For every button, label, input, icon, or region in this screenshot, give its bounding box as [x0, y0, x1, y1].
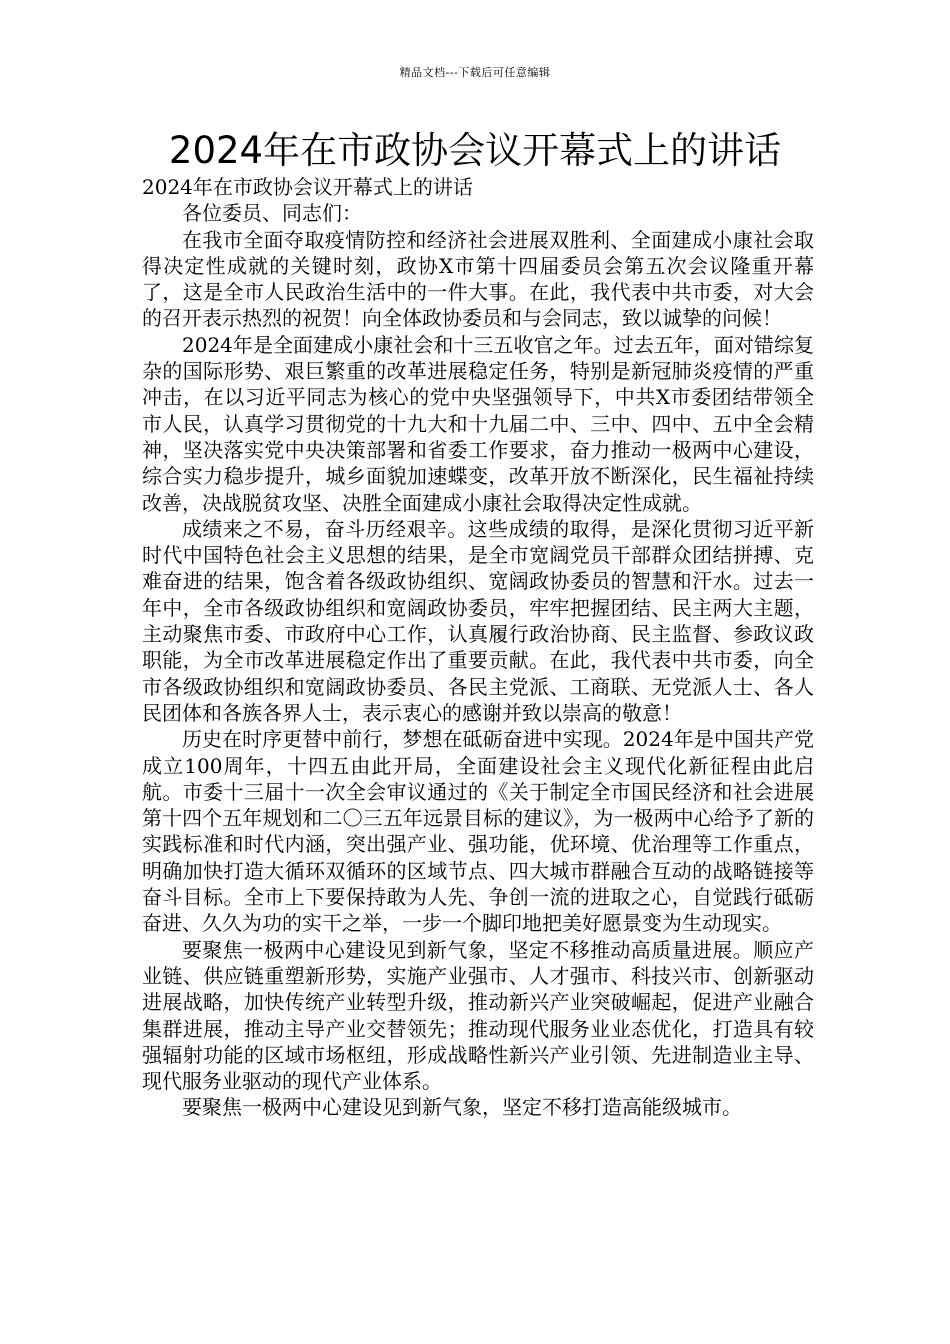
document-body [142, 174, 814, 1121]
document-subtitle: 2024年在市政协会议开幕式上的讲话 [142, 175, 473, 199]
page-header: 精品文档---下载后可任意编辑 [399, 66, 551, 79]
document-title: 2024年在市政协会议开幕式上的讲话 [168, 129, 782, 172]
paragraph-5: 要聚焦一极两中心建设见到新气象，坚定不移推动高质量进展。顺应产业链、供应链重塑新形势，实施产业强市、人才强市、科技兴市、创新驱动进展战略，加快传统产业转型升级，推动新兴产业突破崛起，促进产业融合集群进展，推动主导产业交替领先；推动现代服务业业态优化，打造具有较强辐射功能的区域市场枢纽，形成战略性新兴产业引领、先进制造业主导、现代服务业驱动的现代产业体系。 [142, 937, 814, 1094]
salutation: 各位委员、同志们： [182, 201, 362, 226]
paragraph-3: 成绩来之不易，奋斗历经艰辛。这些成绩的取得，是深化贯彻习近平新时代中国特色社会主义思想的结果，是全市宽阔党员干部群众团结拼搏、克难奋进的结果，饱含着各级政协组织、宽阔政协委员的智慧和汗水。过去一年中，全市各级政协组织和宽阔政协委员，牢牢把握团结、民主两大主题，主动聚焦市委、市政府中心工作，认真履行政治协商、民主监督、参政议政职能，为全市改革进展稳定作出了重要贡献。在此，我代表中共市委，向全市各级政协组织和宽阔政协委员、各民主党派、工商联、无党派人士、各人民团体和各族各界人士，表示衷心的感谢并致以崇高的敬意！ [142, 516, 814, 725]
paragraph-2: 2024年是全面建成小康社会和十三五收官之年。过去五年，面对错综复杂的国际形势、艰巨繁重的改革进展稳定任务，特别是新冠肺炎疫情的严重冲击，在以习近平同志为核心的党中央坚强领导下，中共X市委团结带领全市人民，认真学习贯彻党的十九大和十九届二中、三中、四中、五中全会精神，坚决落实党中央决策部署和省委工作要求，奋力推动一极两中心建设，综合实力稳步提升，城乡面貌加速蝶变，改革开放不断深化，民生福祉持续改善，决战脱贫攻坚、决胜全面建成小康社会取得决定性成就。 [142, 332, 814, 515]
paragraph-4: 历史在时序更替中前行，梦想在砥砺奋进中实现。2024年是中国共产党成立100周年，十四五由此开局，全面建设社会主义现代化新征程由此启航。市委十三届十一次全会审议通过的《关于制定全市国民经济和社会进展第十四个五年规划和二〇三五年远景目标的建议》，为一极两中心给予了新的实践标准和时代内涵，突出强产业、强功能，优环境、优治理等工作重点，明确加快打造大循环双循环的区域节点、四大城市群融合互动的战略链接等奋斗目标。全市上下要保持敢为人先、争创一流的进取之心，自觉践行砥砺奋进、久久为功的实干之举，一步一个脚印地把美好愿景变为生动现实。 [142, 727, 814, 936]
paragraph-1: 在我市全面夺取疫情防控和经济社会进展双胜利、全面建成小康社会取得决定性成就的关键时刻，政协X市第十四届委员会第五次会议隆重开幕了，这是全市人民政治生活中的一件大事。在此，我代表中共市委，对大会的召开表示热烈的祝贺！向全体政协委员和与会同志，致以诚挚的问候！ [142, 227, 814, 331]
paragraph-6: 要聚焦一极两中心建设见到新气象，坚定不移打造高能级城市。 [182, 1095, 742, 1120]
